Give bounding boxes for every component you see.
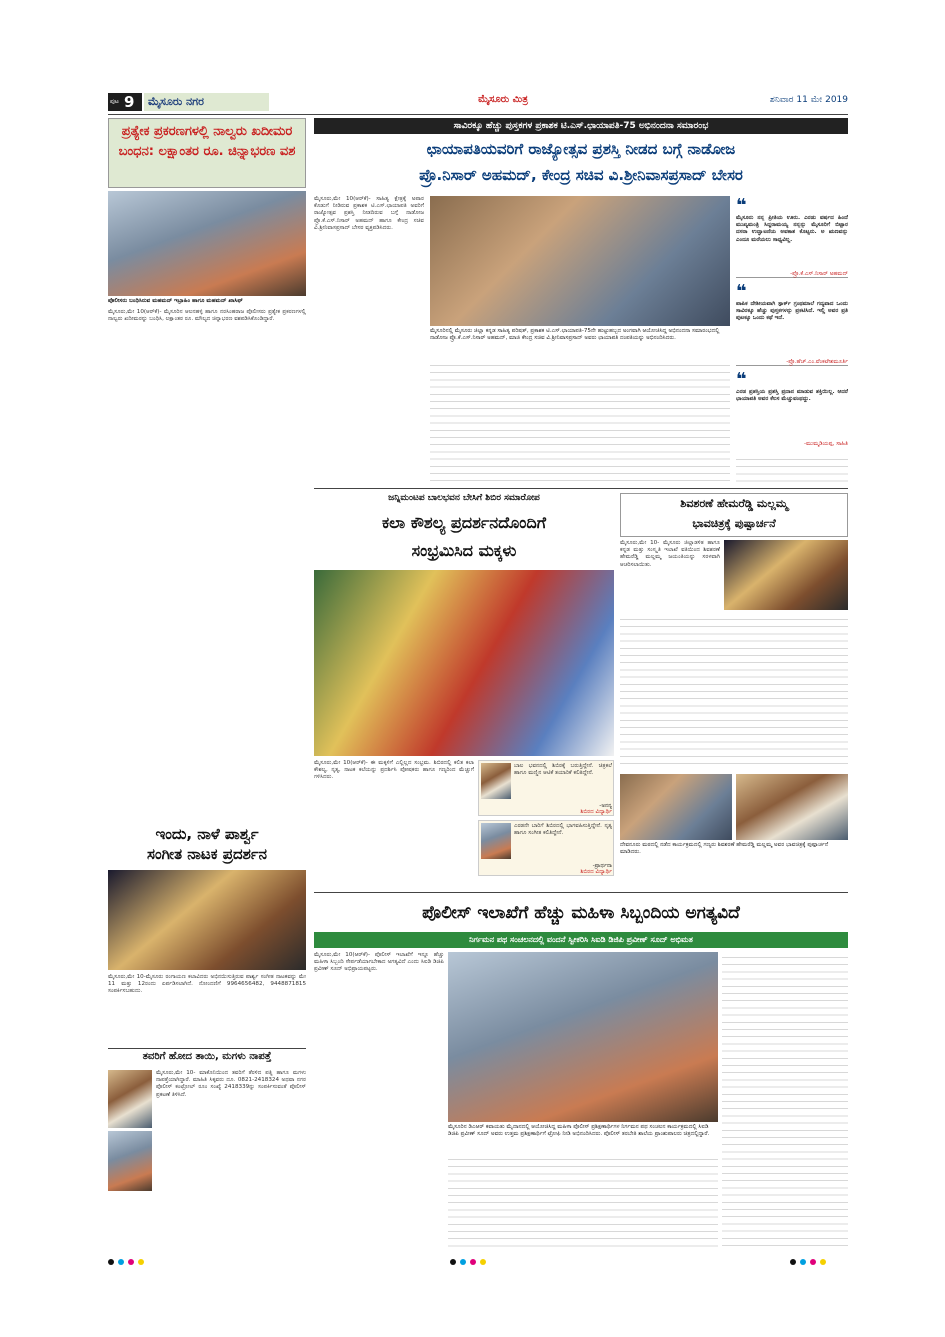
tribute-headline-line-1: ಶಿವಶರಣೆ ಹೇಮರೆಡ್ಡಿ ಮಲ್ಲಮ್ಮ	[680, 497, 788, 510]
issue-date: ಶನಿವಾರ 11 ಮೇ 2019	[769, 95, 848, 105]
lead-body-col-1: ಮೈಸೂರು,ಮೇ 10(ಆರ್‌ಕೆ)- ಸಾಹಿತ್ಯ ಕ್ಷೇತ್ರಕ್ಕೆ ಅಪಾರ ಕೊಡುಗೆ ನೀಡಿರುವ ಪ್ರಕಾಶಕ ಟಿ.ಎಸ್.ಛಾಯಾಪತಿ ಅವರಿಗೆ ರಾಜ್ಯೋತ್ಸವ ಪ್ರಶಸ್ತಿ ನೀಡದಿರುವ ಬಗ್ಗೆ ನಾಡೋಜ ಪ್ರೊ.ಕೆ.ಎಸ್.ನಿಸಾರ್ ಅಹಮದ್ ಹಾಗೂ ಕೇಂದ್ರ ಸಚಿವ ವಿ.ಶ್ರೀನಿವಾಸಪ್ರಸಾದ್ ಬೇಸರ ವ್ಯಕ್ತಪಡಿಸಿದರು.	[314, 196, 424, 231]
lead-kicker: ಸಾವಿರಕ್ಕೂ ಹೆಚ್ಚು ಪುಸ್ತಕಗಳ ಪ್ರಕಾಶಕ ಟಿ.ಎಸ್.ಛಾಯಾಪತಿ-75 ಅಭಿನಂದನಾ ಸಮಾರಂಭ	[314, 118, 848, 134]
lead-headline-line-1: ಛಾಯಾಪತಿಯವರಿಗೆ ರಾಜ್ಯೋತ್ಸವ ಪ್ರಶಸ್ತಿ ನೀಡದ ಬಗ್ಗೆ ನಾಡೋಜ	[426, 140, 736, 158]
camp-headline-line-2: ಸಂಭ್ರಮಿಸಿದ ಮಕ್ಕಳು	[411, 541, 517, 560]
page-header	[108, 92, 848, 112]
lead-headline	[314, 136, 848, 192]
theatre-photo	[108, 870, 306, 970]
tribute-body-col-1: ಮೈಸೂರು,ಮೇ 10- ಮೈಸೂರು ಜಿಲ್ಲಾಡಳಿತ ಹಾಗೂ ಕನ್ನಡ ಮತ್ತು ಸಂಸ್ಕೃತಿ ಇಲಾಖೆ ವತಿಯಿಂದ ಶಿವಶರಣೆ ಹೇಮರೆಡ್ಡಿ ಮಲ್ಲಮ್ಮ ಜಯಂತಿಯನ್ನು ಸರಳವಾಗಿ ಆಚರಿಸಲಾಯಿತು.	[620, 540, 720, 568]
section-label: ಮೈಸೂರು ನಗರ	[144, 93, 269, 111]
tribute-headline-line-2: ಭಾವಚಿತ್ರಕ್ಕೆ ಪುಷ್ಪಾರ್ಚನೆ	[692, 517, 776, 530]
arrest-photo-caption: ಪೊಲೀಸರು ಬಂಧಿಸಿರುವ ಮಹಮದ್ ಇಬ್ರಾಹಿಂ ಹಾಗೂ ಮಹಮದ್ ಖಾಸಿಫ್	[108, 298, 243, 304]
left-story-headline: ಪ್ರತ್ಯೇಕ ಪ್ರಕರಣಗಳಲ್ಲಿ ನಾಲ್ವರು ಖದೀಮರ ಬಂಧನ: ಲಕ್ಷಾಂತರ ರೂ. ಚಿನ್ನಾಭರಣ ವಶ	[118, 124, 296, 159]
camp-quote-b-photo	[481, 823, 511, 859]
theatre-headline	[108, 824, 306, 866]
lead-quote-1-by: -ಪ್ರೊ.ಕೆ.ಎಸ್.ನಿಸಾರ್ ಅಹಮದ್	[790, 271, 848, 277]
tribute-portrait	[724, 540, 848, 610]
police-headline: ಪೊಲೀಸ್ ಇಲಾಖೆಗೆ ಹೆಚ್ಚು ಮಹಿಳಾ ಸಿಬ್ಬಂದಿಯ ಅಗತ್ಯವಿದೆ	[422, 903, 740, 923]
lead-quote-3-by: -ಮುಮ್ಮಡಿಯಪ್ಪ, ಸಾಹಿತಿ	[803, 441, 848, 447]
camp-quote-a-by: -ಅನನ್ಯ	[599, 803, 612, 809]
theatre-headline-line-2: ಸಂಗೀತ ನಾಟಕ ಪ್ರದರ್ಶನ	[146, 845, 267, 863]
quote-icon: ❝	[736, 281, 747, 302]
lead-body-col-2	[430, 360, 730, 484]
lead-headline-line-2: ಪ್ರೊ.ನಿಸಾರ್ ಅಹಮದ್, ಕೇಂದ್ರ ಸಚಿವ ವಿ.ಶ್ರೀನಿವಾಸಪ್ರಸಾದ್ ಬೇಸರ	[419, 166, 743, 184]
lead-quote-2-text: ಪಾಪಿಕ ದೇಶೀಯವಾಗಿ ಸ್ಪಾರ್ಕ್ ಗ್ರಂಥಮಾಲೆ ಗದ್ಯವಾದ ಒಂದು ಸಾವಿರಕ್ಕೂ ಹೆಚ್ಚು ಪುಸ್ತಕಗಳನ್ನು ಪ್ರಕಟಿಸಿದೆ. ಇಲ್ಲಿ ಅವರ ಪ್ರತಿ ಪುಟಕ್ಕೂ ಒಂದು ಕಥೆ ಇದೆ.	[736, 301, 848, 322]
camp-quote-a	[478, 760, 614, 816]
missing-photo-daughter	[108, 1131, 152, 1191]
camp-quote-b-by: -ಪ್ರಾರ್ಥನಾ	[592, 863, 612, 869]
police-body-col-1: ಮೈಸೂರು,ಮೇ 10(ಆರ್‌ಕೆ)- ಪೊಲೀಸ್ ಇಲಾಖೆಗೆ ಇನ್ನೂ ಹೆಚ್ಚು ಮಹಿಳಾ ಸಿಬ್ಬಂದಿ ಸೇರ್ಪಡೆಯಾಗಬೇಕಾದ ಅಗತ್ಯವಿದೆ ಎಂದು ಸಿಐಡಿ ಡಿಜಿಪಿ ಪ್ರವೀಣ್ ಸೂದ್ ಅಭಿಪ್ರಾಯಪಟ್ಟರು.	[314, 952, 444, 973]
header-rule	[108, 114, 848, 115]
lead-quote-2-by: -ಪ್ರೊ.ಹೆಚ್.ಎಂ.ವೆಂಕಟೇಶಮೂರ್ತಿ	[786, 359, 848, 365]
page-label: ಪುಟ	[110, 98, 119, 105]
camp-headline-line-1: ಕಲಾ ಕೌಶಲ್ಯ ಪ್ರದರ್ಶನದೊಂದಿಗೆ	[381, 513, 546, 532]
registration-dots-icon	[790, 1250, 850, 1258]
camp-headline	[314, 509, 614, 567]
camp-quote-b-text: ಎರಡನೇ ಬಾರಿಗೆ ಶಿಬಿರದಲ್ಲಿ ಭಾಗವಹಿಸುತ್ತಿದ್ದೇನೆ. ನೃತ್ಯ ಹಾಗೂ ಸಂಗೀತ ಕಲಿತಿದ್ದೇನೆ.	[514, 823, 612, 837]
camp-photo	[314, 570, 614, 756]
missing-story-body: ಮೈಸೂರು,ಮೇ 10- ಮಾಕೊನಿಯಿಂದ ತವರಿಗೆ ತೆರಳಿದ ಪತ್ನಿ ಹಾಗೂ ಮಗಳು ನಾಪತ್ತೆಯಾಗಿದ್ದಾರೆ. ಮಾಹಿತಿ ಸಿಕ್ಕವರು ದೂ. 0821-2418324 ಅಥವಾ ನಗರ ಪೊಲೀಸ್ ಕಂಟ್ರೋಲ್ ರೂಂ ಸಂಖ್ಯೆ 2418339ನ್ನು ಸಂಪರ್ಕಿಸುವಂತೆ ಪೊಲೀಸ್ ಪ್ರಕಟಣೆ ತಿಳಿಸಿದೆ.	[156, 1070, 306, 1098]
page-number: 9	[124, 93, 135, 111]
missing-headline: ತವರಿಗೆ ಹೋದ ತಾಯಿ, ಮಗಳು ನಾಪತ್ತೆ	[142, 1051, 272, 1062]
lead-bottom-rule	[314, 488, 848, 489]
quote-icon: ❝	[736, 195, 747, 216]
lead-quote-2	[736, 282, 848, 366]
lead-body-col-3	[736, 454, 848, 484]
theatre-story-body: ಮೈಸೂರು,ಮೇ 10-ಮೈಸೂರು ರಂಗಾಯಣ ಕಲಾವಿದರು ಅಭಿನಯಿಸುತ್ತಿರುವ ಪಾರ್ಶ್ವ ಸಂಗೀತ ನಾಟಕವನ್ನು ಮೇ 11 ಮತ್ತು 12ರಂದು ಏರ್ಪಡಿಸಲಾಗಿದೆ. ನೋಂದಣಿಗೆ 9964656482, 9448871815 ಸಂಪರ್ಕಿಸಬಹುದು.	[108, 974, 306, 995]
police-photo-caption: ಮೈಸೂರಿನ ಡಿಎಆರ್ ಕವಾಯತು ಮೈದಾನದಲ್ಲಿ ಆಯೋಜಿಸಿದ್ದ ಮಹಿಳಾ ಪೊಲೀಸ್ ಪ್ರಶಿಕ್ಷಣಾರ್ಥಿಗಳ ನಿರ್ಗಮನ ಪಥ ಸಂಚಲನ ಕಾರ್ಯಕ್ರಮದಲ್ಲಿ ಸಿಐಡಿ ಡಿಜಿಪಿ ಪ್ರವೀಣ್ ಸೂದ್ ಅವರು ಉತ್ತಮ ಪ್ರಶಿಕ್ಷಣಾರ್ಥಿಗೆ ಟ್ರೋಫಿ ನೀಡಿ ಅಭಿನಂದಿಸಿದರು. ಪೊಲೀಸ್ ತರಬೇತಿ ಶಾಲೆಯ ಪ್ರಾಂಶುಪಾಲರು ಚಿತ್ರದಲ್ಲಿದ್ದಾರೆ.	[448, 1124, 710, 1137]
lead-photo-caption: ಮೈಸೂರಿನಲ್ಲಿ ಮೈಸೂರು ಜಿಲ್ಲಾ ಕನ್ನಡ ಸಾಹಿತ್ಯ ಪರಿಷತ್, ಪ್ರಕಾಶಕ ಟಿ.ಎಸ್.ಛಾಯಾಪತಿ-75ನೇ ಹುಟ್ಟುಹಬ್ಬದ ಅಂಗವಾಗಿ ಆಯೋಜಿಸಿದ್ದ ಅಭಿನಂದನಾ ಸಮಾರಂಭದಲ್ಲಿ ನಾಡೋಜ ಪ್ರೊ.ಕೆ.ಎಸ್.ನಿಸಾರ್ ಅಹಮದ್, ಮಾಜಿ ಕೇಂದ್ರ ಸಚಿವ ವಿ.ಶ್ರೀನಿವಾಸಪ್ರಸಾದ್ ಅವರು ಛಾಯಾಪತಿ ದಂಪತಿಯನ್ನು ಅಭಿನಂದಿಸಿದರು.	[430, 328, 720, 341]
masthead: ಮೈಸೂರು ಮಿತ್ರ	[478, 94, 528, 105]
tribute-photo-caption: ದೇವನೂರು ಮಠದಲ್ಲಿ ನಡೆದ ಕಾರ್ಯಕ್ರಮದಲ್ಲಿ ಗಣ್ಯರು ಶಿವಶರಣೆ ಹೇಮರೆಡ್ಡಿ ಮಲ್ಲಮ್ಮ ಅವರ ಭಾವಚಿತ್ರಕ್ಕೆ ಪುಷ್ಪಾರ್ಚನೆ ಮಾಡಿದರು.	[620, 842, 829, 855]
missing-photo-mother	[108, 1070, 152, 1128]
missing-rule	[108, 1048, 306, 1049]
lead-quote-1-text: ಮೈಸೂರು ನನ್ನ ಪ್ರೀತಿಯ ಊರು. ಎರಡು ವರ್ಷದ ಹಿಂದೆ ಮುಖ್ಯಮಂತ್ರಿ ಸಿದ್ದರಾಮಯ್ಯ ನನ್ನನ್ನು ಮೈಸೂರಿಗೆ ಬಿಟ್ಟಾರ ದಸರಾ ಉದ್ಘಾಟನೆಯ ಅವಕಾಶ ಕೊಟ್ಟರು. ಅ ಋಣವನ್ನು ಎಂದೂ ಮರೆಯಲು ಸಾಧ್ಯವಿಲ್ಲ.	[736, 215, 848, 243]
arrest-photo	[108, 191, 306, 296]
tribute-photo-1	[620, 774, 732, 840]
police-subhead: ನಿರ್ಗಮನ ಪಥ ಸಂಚಲನದಲ್ಲಿ ವಂದನೆ ಸ್ವೀಕರಿಸಿ ಸಿಐಡಿ ಡಿಜಿಪಿ ಪ್ರವೀಣ್ ಸೂದ್ ಅಭಿಮತ	[314, 932, 848, 948]
camp-quote-a-tag: ಶಿಬಿರದ ವಿದ್ಯಾರ್ಥಿ	[580, 809, 612, 815]
lead-quote-1	[736, 196, 848, 278]
camp-kicker: ಜನ್ನಿಮಂಟಪ ಬಾಲಭವನ ಬೇಸಿಗೆ ಶಿಬಿರ ಸಮಾರೋಪ	[388, 493, 540, 503]
tribute-headline	[620, 493, 848, 537]
tribute-body-col-2	[620, 614, 848, 770]
police-top-rule	[314, 892, 848, 893]
camp-quote-b-tag: ಶಿಬಿರದ ವಿದ್ಯಾರ್ಥಿ	[580, 869, 612, 875]
left-story-headline-box	[108, 118, 306, 188]
camp-quote-a-photo	[481, 763, 511, 799]
camp-story-body: ಮೈಸೂರು,ಮೇ 10(ಆರ್‌ಕೆ)- ಈ ಮಕ್ಕಳಿಗೆ ಎಲ್ಲಿಲ್ಲದ ಸಂಭ್ರಮ. ಶಿಬಿರದಲ್ಲಿ ಕಲಿತ ಕಲಾ ಕೌಶಲ್ಯ, ನೃತ್ಯ, ನಾಟಕ ಕಲೆಯನ್ನು ಪ್ರದರ್ಶಿಸಿ ಪೋಷಕರು ಹಾಗೂ ಗಣ್ಯರಿಂದ ಮೆಚ್ಚುಗೆ ಗಳಿಸಿದರು.	[314, 760, 474, 781]
theatre-headline-line-1: ಇಂದು, ನಾಳೆ ಪಾರ್ಶ್ವ	[155, 825, 259, 843]
tribute-photo-2	[736, 774, 848, 840]
arrest-story-body: ಮೈಸೂರು,ಮೇ 10(ಆರ್‌ಕೆ)- ಮೈಸೂರಿನ ಆಲನಹಳ್ಳಿ ಹಾಗೂ ನರಸಿಂಹರಾಜ ಪೊಲೀಸರು ಪ್ರತ್ಯೇಕ ಪ್ರಕರಣಗಳಲ್ಲಿ ನಾಲ್ವರು ಖದೀಮರನ್ನು ಬಂಧಿಸಿ, ಲಕ್ಷಾಂತರ ರೂ. ಮೌಲ್ಯದ ಚಿನ್ನಾಭರಣ ವಶಪಡಿಸಿಕೊಂಡಿದ್ದಾರೆ.	[108, 309, 306, 323]
camp-quote-a-text: ಬಾಲ ಭವನದಲ್ಲಿ ಶಿಬಿರಕ್ಕೆ ಬರುತ್ತಿದ್ದೇನೆ. ಚಿತ್ರಕಲೆ ಹಾಗೂ ಮಣ್ಣಿನ ಆಟಿಕೆ ತಯಾರಿಕೆ ಕಲಿತಿದ್ದೇನೆ.	[514, 763, 612, 777]
lead-photo	[430, 196, 730, 326]
police-body-col-2	[448, 1154, 718, 1252]
police-body-col-3	[722, 952, 848, 1252]
registration-dots-icon	[108, 1250, 168, 1258]
lead-quote-3-text: ಎರಡ ಪ್ರಶಸ್ತಿಯ ಪ್ರಶಸ್ತಿ ಪ್ರದಾನ ಮಾಡುವ ಶಕ್ತಿಯಿಲ್ಲ. ಆದರೆ ಛಾಯಾಪತಿ ಅವರ ಕೆಲಸ ಮೆಚ್ಚುವಂಥದ್ದು.	[736, 389, 848, 403]
police-photo	[448, 952, 718, 1122]
camp-quote-b	[478, 820, 614, 876]
registration-dots-icon	[450, 1250, 510, 1258]
quote-icon: ❝	[736, 369, 747, 390]
lead-quote-3	[736, 370, 848, 450]
page-number-box	[108, 93, 142, 111]
